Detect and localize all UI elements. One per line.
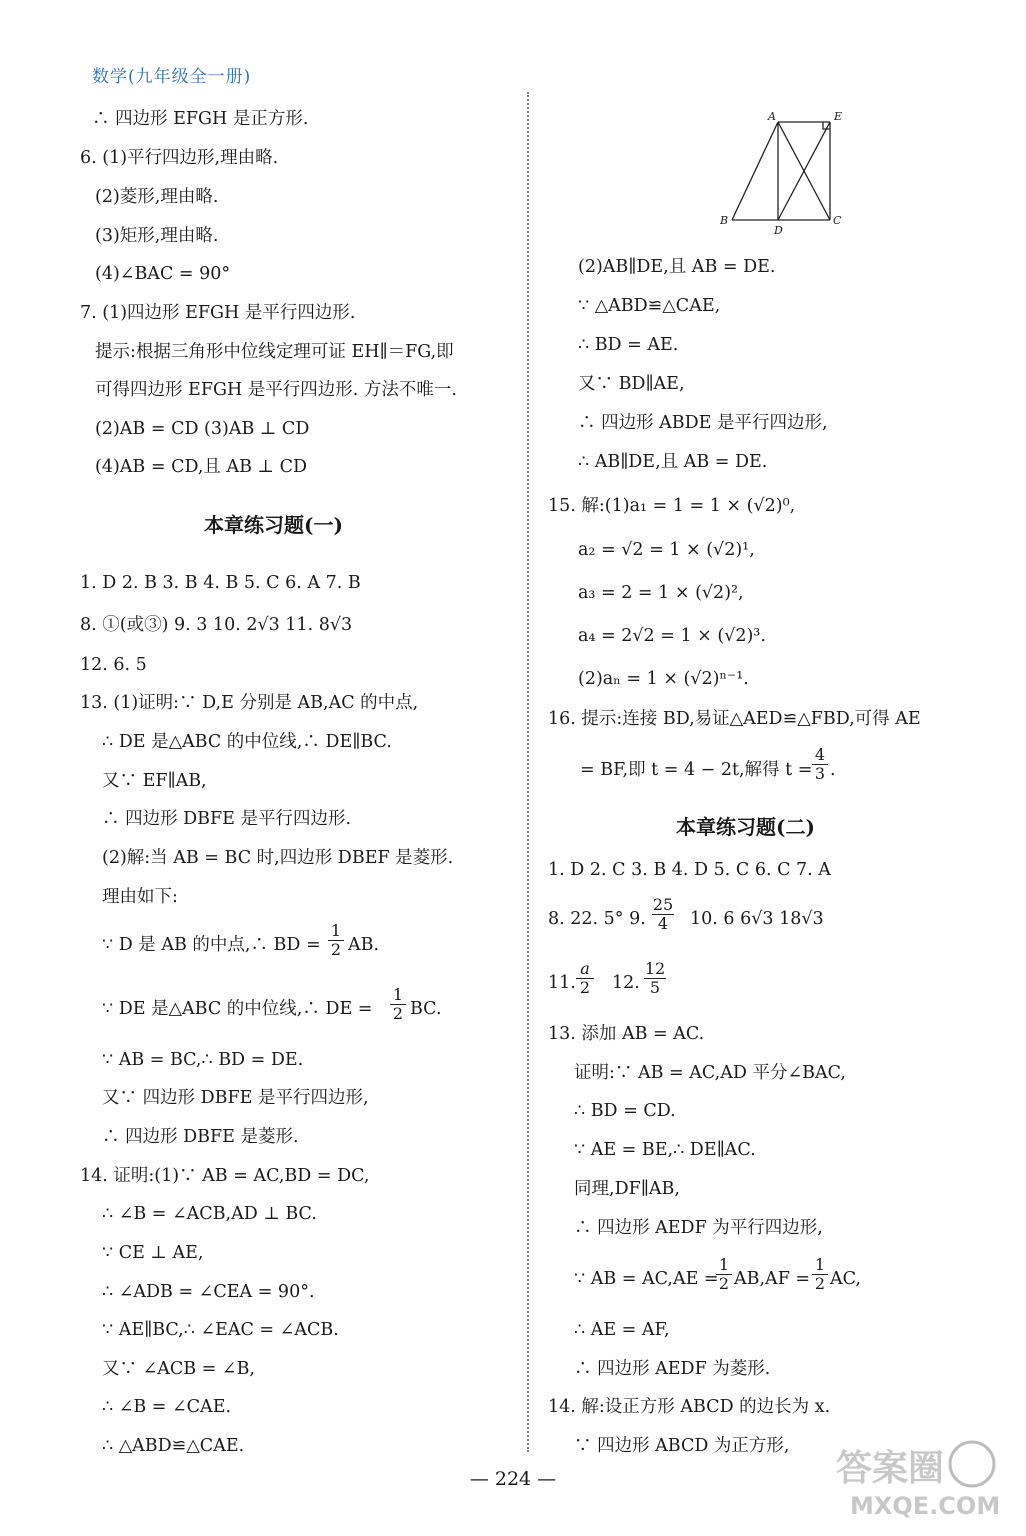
svg-text:答案圈: 答案圈 <box>836 1448 945 1489</box>
label-B: B <box>720 214 729 227</box>
section-heading: 本章练习题(二) <box>676 815 815 839</box>
text-line: 14. 解:设正方形 ABCD 的边长为 x. <box>548 1397 831 1417</box>
text-line: (4)AB = CD,且 AB ⊥ CD <box>95 457 307 477</box>
text-line: 又∵ EF∥AB, <box>102 771 207 791</box>
text-line: ∴ AE = AF, <box>574 1320 670 1340</box>
denominator: 2 <box>576 978 594 997</box>
section-heading: 本章练习题(一) <box>204 513 343 537</box>
text-line: ∵ CE ⊥ AE, <box>102 1243 204 1263</box>
text-line: AB. <box>348 935 380 955</box>
answer-line: 11. <box>548 973 576 993</box>
text-line: = BF,即 t = 4 − 2t,解得 t = <box>580 760 813 780</box>
numerator: 1 <box>392 985 404 1004</box>
text-line: 证明:∵ AB = AC,AD 平分∠BAC, <box>574 1063 846 1083</box>
answer-line: 1. D 2. B 3. B 4. B 5. C 6. A 7. B <box>80 573 361 593</box>
text-line: ∵ AE = BE,∴ DE∥AC. <box>574 1140 756 1160</box>
text-line: 15. 解:(1)a₁ = 1 = 1 × (√2)⁰, <box>548 496 796 516</box>
text-line: 理由如下: <box>102 887 178 907</box>
numerator: 1 <box>330 921 342 940</box>
numerator: 25 <box>652 895 674 914</box>
text-line: AC, <box>830 1269 861 1289</box>
text-line: (2)aₙ = 1 × (√2)ⁿ⁻¹. <box>578 669 749 689</box>
text-line: (2)解:当 AB = BC 时,四边形 DBEF 是菱形. <box>102 848 454 868</box>
text-line: ∵ DE 是△ABC 的中位线,∴ DE = <box>102 999 373 1019</box>
fraction <box>652 896 674 933</box>
text-line: ∴ BD = AE. <box>578 335 679 355</box>
answer-line: 10. 6 6√3 18√3 <box>690 909 824 929</box>
text-line: 16. 提示:连接 BD,易证△AED≌△FBD,可得 AE <box>548 709 921 729</box>
text-line: 7. (1)四边形 EFGH 是平行四边形. <box>80 303 356 323</box>
page-header: 数学(九年级全一册) <box>92 67 252 87</box>
label-C: C <box>833 214 842 227</box>
text-line: (2)菱形,理由略. <box>95 187 219 207</box>
text-line: ∵ D 是 AB 的中点,∴ BD = <box>102 935 321 955</box>
text-line: 又∵ 四边形 DBFE 是平行四边形, <box>102 1088 369 1108</box>
text-line: 13. 添加 AB = AC. <box>548 1024 705 1044</box>
numerator: 1 <box>814 1255 826 1274</box>
text-line: BC. <box>410 999 442 1019</box>
text-line: ∴ DE 是△ABC 的中位线,∴ DE∥BC. <box>102 732 392 752</box>
text-line: ∴ ∠B = ∠CAE. <box>102 1397 232 1417</box>
text-line: ∵ AB = BC,∴ BD = DE. <box>102 1050 304 1070</box>
answer-line: 12. <box>612 973 640 993</box>
text-line: ∴ BD = CD. <box>574 1101 676 1121</box>
text-line: 又∵ BD∥AE, <box>578 374 685 394</box>
text-line: (3)矩形,理由略. <box>95 226 219 246</box>
denominator: 5 <box>644 978 666 997</box>
denominator: 2 <box>812 1274 828 1293</box>
label-E: E <box>834 110 843 123</box>
numerator: a <box>580 959 590 978</box>
text-line: ∵ AE∥BC,∴ ∠EAC = ∠ACB. <box>102 1320 339 1340</box>
text-line: 13. (1)证明:∵ D,E 分别是 AB,AC 的中点, <box>80 693 419 713</box>
watermark-logo <box>830 1434 1000 1520</box>
fraction <box>644 960 666 997</box>
text-line: 6. (1)平行四边形,理由略. <box>80 148 279 168</box>
text-line: a₃ = 2 = 1 × (√2)², <box>578 583 744 603</box>
denominator: 2 <box>328 940 344 959</box>
fraction <box>576 960 594 997</box>
text-line: 可得四边形 EFGH 是平行四边形. 方法不唯一. <box>95 380 457 400</box>
text-line: ∴ 四边形 AEDF 为菱形. <box>574 1359 771 1379</box>
text-line: (4)∠BAC = 90° <box>95 264 231 284</box>
column-divider <box>527 92 529 1452</box>
text-line: ∴ ∠ADB = ∠CEA = 90°. <box>102 1282 315 1302</box>
text-line: AB,AF = <box>734 1269 811 1289</box>
numerator: 1 <box>718 1255 730 1274</box>
text-line: ∴ 四边形 DBFE 是菱形. <box>102 1127 299 1147</box>
answer-line: 8. ①(或③) 9. 3 10. 2√3 11. 8√3 <box>80 615 353 635</box>
text-line: ∵ AB = AC,AE = <box>574 1269 719 1289</box>
numerator: 12 <box>644 959 666 978</box>
svg-text:MXQE.COM: MXQE.COM <box>850 1492 1000 1520</box>
text-line: . <box>830 760 836 780</box>
fraction <box>716 1256 732 1293</box>
text-line: (2)AB∥DE,且 AB = DE. <box>578 257 776 277</box>
text-line: ∵ △ABD≌△CAE, <box>578 296 721 316</box>
text-line: ∴ 四边形 EFGH 是正方形. <box>92 109 309 129</box>
answer-line: 1. D 2. C 3. B 4. D 5. C 6. C 7. A <box>548 860 831 880</box>
text-line: ∴ 四边形 DBFE 是平行四边形. <box>102 809 352 829</box>
geometry-figure <box>720 108 850 236</box>
denominator: 3 <box>812 764 828 783</box>
text-line: 提示:根据三角形中位线定理可证 EH∥＝FG,即 <box>95 342 454 362</box>
text-line: ∴ AB∥DE,且 AB = DE. <box>578 452 768 472</box>
answer-line: 12. 6. 5 <box>80 655 147 675</box>
text-line: ∴ △ABD≌△CAE. <box>102 1436 245 1456</box>
fraction <box>812 1256 828 1293</box>
label-A: A <box>768 110 776 123</box>
fraction <box>328 922 344 959</box>
text-line: ∴ 四边形 ABDE 是平行四边形, <box>578 413 828 433</box>
text-line: 14. 证明:(1)∵ AB = AC,BD = DC, <box>80 1166 370 1186</box>
text-line: ∴ ∠B = ∠ACB,AD ⊥ BC. <box>102 1204 317 1224</box>
text-line: a₄ = 2√2 = 1 × (√2)³. <box>578 626 766 646</box>
fraction <box>390 986 406 1023</box>
text-line: a₂ = √2 = 1 × (√2)¹, <box>578 540 755 560</box>
text-line: ∵ 四边形 ABCD 为正方形, <box>574 1436 790 1456</box>
fraction <box>812 746 828 783</box>
denominator: 4 <box>652 914 674 933</box>
text-line: 同理,DF∥AB, <box>574 1179 680 1199</box>
denominator: 2 <box>390 1004 406 1023</box>
text-line: ∴ 四边形 AEDF 为平行四边形, <box>574 1218 823 1238</box>
answer-line: 8. 22. 5° 9. <box>548 909 646 929</box>
denominator: 2 <box>716 1274 732 1293</box>
label-D: D <box>774 224 783 236</box>
page-number: — 224 — <box>469 1468 557 1490</box>
text-line: 又∵ ∠ACB = ∠B, <box>102 1359 255 1379</box>
numerator: 4 <box>814 745 826 764</box>
text-line: (2)AB = CD (3)AB ⊥ CD <box>95 419 310 439</box>
